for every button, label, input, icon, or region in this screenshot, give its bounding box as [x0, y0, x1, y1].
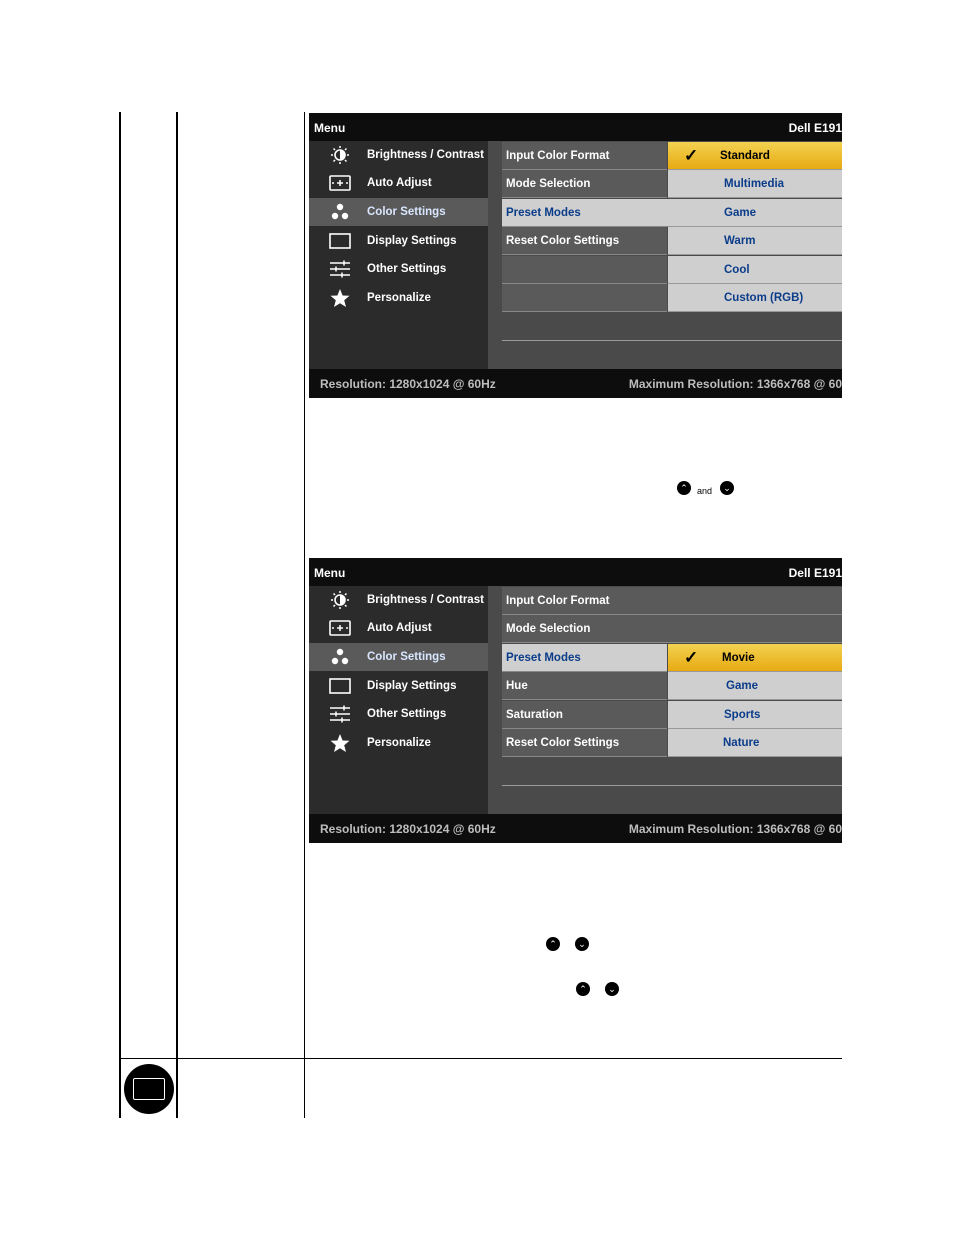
osd-main-menu	[309, 141, 488, 369]
display-settings-icon	[329, 232, 351, 250]
display-square	[133, 1078, 165, 1100]
osd-screenshot-color-settings	[309, 113, 842, 398]
option-standard[interactable]	[668, 142, 842, 170]
osd-title-bar	[309, 113, 842, 141]
osd-main-menu	[309, 586, 488, 814]
submenu-mode-selection[interactable]	[502, 170, 667, 198]
option-label: Standard	[720, 150, 770, 162]
option-multimedia[interactable]	[668, 170, 842, 198]
menu-item-display-settings[interactable]	[309, 227, 488, 255]
resolution-text: Resolution: 1280x1024 @ 60Hz	[320, 377, 496, 391]
submenu-input-color-format[interactable]	[502, 587, 842, 615]
menu-item-personalize[interactable]	[309, 729, 488, 757]
submenu-reset-color-settings[interactable]	[502, 729, 667, 757]
osd-title: Menu	[314, 566, 346, 580]
menu-item-brightness-contrast[interactable]	[309, 141, 488, 169]
menu-item-brightness-contrast[interactable]	[309, 586, 488, 614]
submenu-divider	[502, 340, 842, 341]
submenu-preset-modes[interactable]	[502, 644, 667, 672]
other-settings-icon	[329, 260, 351, 278]
osd-title: Menu	[314, 121, 346, 135]
and-text: and	[697, 486, 713, 496]
option-label: Warm	[724, 235, 756, 247]
submenu-label: Hue	[506, 680, 528, 692]
option-nature[interactable]	[668, 729, 842, 757]
submenu-label: Saturation	[506, 709, 563, 721]
option-game[interactable]	[668, 199, 842, 227]
table-border-col1	[176, 112, 178, 1118]
table-border-left	[119, 112, 121, 1118]
submenu-label: Mode Selection	[506, 623, 591, 635]
menu-item-color-settings[interactable]	[309, 198, 488, 226]
submenu-reset-color-settings[interactable]	[502, 227, 667, 255]
menu-item-label: Display Settings	[367, 235, 457, 247]
up-arrow-button-icon: ⌃	[677, 481, 691, 495]
osd-footer	[309, 814, 842, 843]
color-settings-icon	[329, 203, 351, 221]
resolution-text: Resolution: 1280x1024 @ 60Hz	[320, 822, 496, 836]
osd-footer	[309, 369, 842, 398]
osd-screenshot-preset-modes	[309, 558, 842, 843]
submenu-saturation[interactable]	[502, 701, 667, 729]
menu-item-other-settings[interactable]	[309, 700, 488, 728]
option-label: Game	[724, 207, 756, 219]
menu-item-color-settings[interactable]	[309, 643, 488, 671]
menu-item-label: Auto Adjust	[367, 622, 432, 634]
submenu-hue[interactable]	[502, 672, 667, 700]
osd-model: Dell E191	[788, 121, 842, 135]
submenu-empty-row	[502, 256, 667, 284]
option-label: Cool	[724, 264, 750, 276]
osd-model: Dell E191	[788, 566, 842, 580]
menu-item-label: Personalize	[367, 737, 431, 749]
color-settings-icon	[329, 648, 351, 666]
max-resolution-text: Maximum Resolution: 1366x768 @ 60	[628, 377, 842, 391]
star-icon	[329, 289, 351, 307]
display-settings-icon	[329, 677, 351, 695]
down-arrow-button-icon: ⌄	[720, 481, 734, 495]
submenu-divider	[502, 785, 842, 786]
submenu-label: Reset Color Settings	[506, 235, 620, 247]
menu-item-label: Other Settings	[367, 708, 447, 720]
checkmark-icon: ✓	[684, 146, 699, 165]
menu-item-label: Display Settings	[367, 680, 457, 692]
menu-item-label: Color Settings	[367, 206, 446, 218]
brightness-icon	[329, 146, 351, 164]
option-label: Sports	[724, 709, 761, 721]
other-settings-icon	[329, 705, 351, 723]
menu-item-auto-adjust[interactable]	[309, 169, 488, 197]
option-warm[interactable]	[668, 227, 842, 255]
menu-item-label: Brightness / Contrast	[367, 149, 484, 161]
table-row-divider	[119, 1058, 842, 1059]
option-label: Nature	[723, 737, 760, 749]
max-resolution-text: Maximum Resolution: 1366x768 @ 60	[628, 822, 842, 836]
star-icon	[329, 734, 351, 752]
osd-title-bar	[309, 558, 842, 586]
up-arrow-button-icon: ⌃	[546, 937, 560, 951]
option-label: Game	[726, 680, 758, 692]
submenu-input-color-format[interactable]	[502, 142, 667, 170]
menu-item-personalize[interactable]	[309, 284, 488, 312]
option-movie[interactable]	[668, 644, 842, 672]
brightness-icon	[329, 591, 351, 609]
menu-item-display-settings[interactable]	[309, 672, 488, 700]
submenu-label: Preset Modes	[506, 652, 581, 664]
option-label: Multimedia	[724, 178, 785, 190]
menu-item-label: Auto Adjust	[367, 177, 432, 189]
menu-item-label: Brightness / Contrast	[367, 594, 484, 606]
submenu-label: Input Color Format	[506, 595, 610, 607]
up-arrow-button-icon: ⌃	[576, 982, 590, 996]
auto-adjust-icon	[329, 174, 351, 192]
option-label: Custom (RGB)	[724, 292, 804, 304]
table-border-col2	[304, 112, 305, 1118]
checkmark-icon: ✓	[684, 648, 699, 667]
option-sports[interactable]	[668, 701, 842, 729]
auto-adjust-icon	[329, 619, 351, 637]
menu-item-auto-adjust[interactable]	[309, 614, 488, 642]
menu-item-other-settings[interactable]	[309, 255, 488, 283]
submenu-label: Preset Modes	[506, 207, 581, 219]
submenu-empty-row	[502, 284, 667, 312]
down-arrow-button-icon: ⌄	[575, 937, 589, 951]
submenu-label: Mode Selection	[506, 178, 591, 190]
option-cool[interactable]	[668, 256, 842, 284]
menu-item-label: Other Settings	[367, 263, 447, 275]
option-game[interactable]	[668, 672, 842, 700]
submenu-mode-selection[interactable]	[502, 615, 842, 643]
submenu-label: Reset Color Settings	[506, 737, 620, 749]
submenu-label: Input Color Format	[506, 150, 610, 162]
option-label: Movie	[722, 652, 755, 664]
menu-item-label: Color Settings	[367, 651, 446, 663]
option-custom-rgb[interactable]	[668, 284, 842, 312]
down-arrow-button-icon: ⌄	[605, 982, 619, 996]
menu-item-label: Personalize	[367, 292, 431, 304]
display-settings-icon	[124, 1064, 174, 1114]
